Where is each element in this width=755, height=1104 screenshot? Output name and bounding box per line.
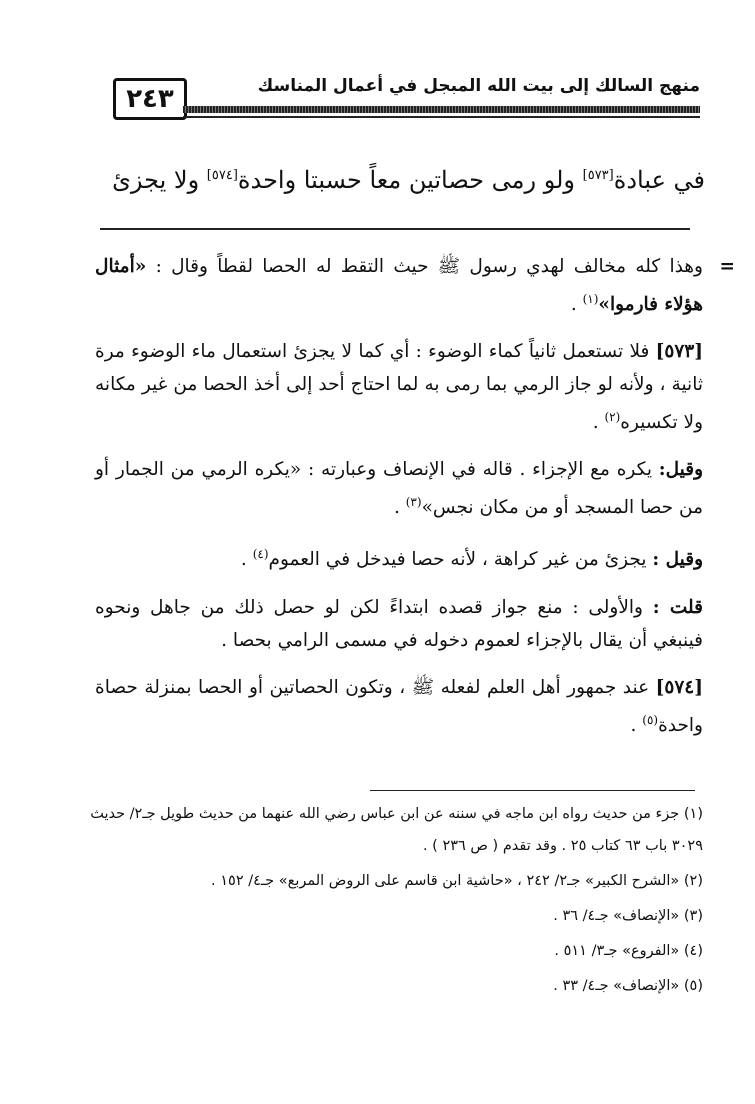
paragraph-label: وقيل : [652, 549, 703, 571]
footnote: (٥) «الإنصاف» جـ٤/ ٣٣ . [553, 978, 703, 994]
paragraph-end: . [393, 497, 406, 519]
page-number: ٢٤٣ [113, 78, 187, 120]
paragraph-end: . [570, 294, 583, 316]
paragraph-text: يجزئ من غير كراهة ، لأنه حصا فيدخل في العموم [268, 549, 653, 571]
main-text [65, 156, 705, 200]
main-text-part: في عبادة [613, 166, 705, 194]
commentary-paragraph [95, 671, 703, 742]
footnote: (٢) «الشرح الكبير» جـ٢/ ٢٤٢ ، «حاشية ابن قاسم على الروض المربع» جـ٤/ ١٥٢ . [211, 873, 703, 889]
commentary-ref: [٥٧٣] [582, 168, 614, 183]
footnote-ref: (١) [582, 292, 599, 306]
paragraph-text: عند جمهور أهل العلم لفعله ﷺ ، وتكون الحصاتين أو الحصا بمنزلة حصاة واحدة [95, 676, 703, 736]
main-text-rule [100, 228, 690, 230]
paragraph-text: وهذا كله مخالف لهدي رسول ﷺ حيث التقط له الحصا لقطاً وقال : [155, 256, 703, 277]
footnote-ref: (٥) [642, 712, 659, 727]
footnote-ref: (٢) [604, 410, 621, 425]
footnote-ref: (٤) [252, 547, 269, 562]
footnote-ref: (٣) [405, 495, 422, 510]
commentary-number: [٥٧٤] [655, 676, 703, 698]
paragraph-text: يكره مع الإجزاء . قاله في الإنصاف وعبارته : «يكره الرمي من الجمار أو من حصا المسجد أو من مكان نجس» [95, 459, 703, 519]
paragraph-text: فلا تستعمل ثانياً كماء الوضوء : أي كما لا يجزئ استعمال ماء الوضوء مرة ثانية ، ولأنه لو جاز الرمي بما رمى به لما احتاج أحد إلى أخذ الحصا من غير مكانه ولا تكسيره [95, 341, 703, 434]
continuation-mark: = [719, 256, 735, 277]
paragraph-end: . [630, 714, 643, 736]
main-text-part: ولو رمى حصاتين معاً حسبتا واحدة [237, 166, 583, 194]
commentary-paragraph [95, 453, 703, 524]
commentary-paragraph [95, 335, 703, 439]
header-rule [183, 116, 700, 118]
running-title: منهج السالك إلى بيت الله المبجل في أعمال المناسك [257, 76, 700, 96]
footnote: (٣) «الإنصاف» جـ٤/ ٣٦ . [553, 908, 703, 924]
commentary-paragraph [95, 250, 735, 321]
commentary-number: [٥٧٣] [655, 341, 703, 363]
commentary-paragraph [95, 591, 703, 657]
paragraph-end: . [240, 549, 253, 571]
footnote-separator [370, 790, 695, 791]
paragraph-label: وقيل: [658, 459, 703, 481]
footnote: (٤) «الفروع» جـ٣/ ٥١١ . [554, 943, 703, 959]
paragraph-label: قلت : [652, 596, 703, 618]
commentary-paragraph [95, 538, 703, 576]
commentary [95, 250, 735, 756]
page-header [100, 68, 700, 126]
main-text-part: ولا يجزئ [112, 166, 207, 194]
footnotes [83, 798, 703, 1005]
paragraph-end: . [592, 412, 605, 434]
footnote: (١) جزء من حديث رواه ابن ماجه في سننه عن ابن عباس رضي الله عنهما من حديث طويل جـ٢/ حديث ٣٠٢٩ باب ٦٣ كتاب ٢٥ . وقد تقدم ( ص ٢٣٦ ) . [90, 806, 703, 854]
header-ornament-rule [183, 106, 700, 113]
hadith-quote: «أمثال هؤلاء فارموا» [95, 256, 703, 316]
paragraph-text: والأولى : منع جواز قصده ابتداءً لكن لو حصل ذلك من جاهل ونحوه فينبغي أن يقال بالإجزاء لعموم دخوله في مسمى الرامي بحصا . [95, 596, 703, 651]
commentary-ref: [٥٧٤] [206, 168, 238, 183]
